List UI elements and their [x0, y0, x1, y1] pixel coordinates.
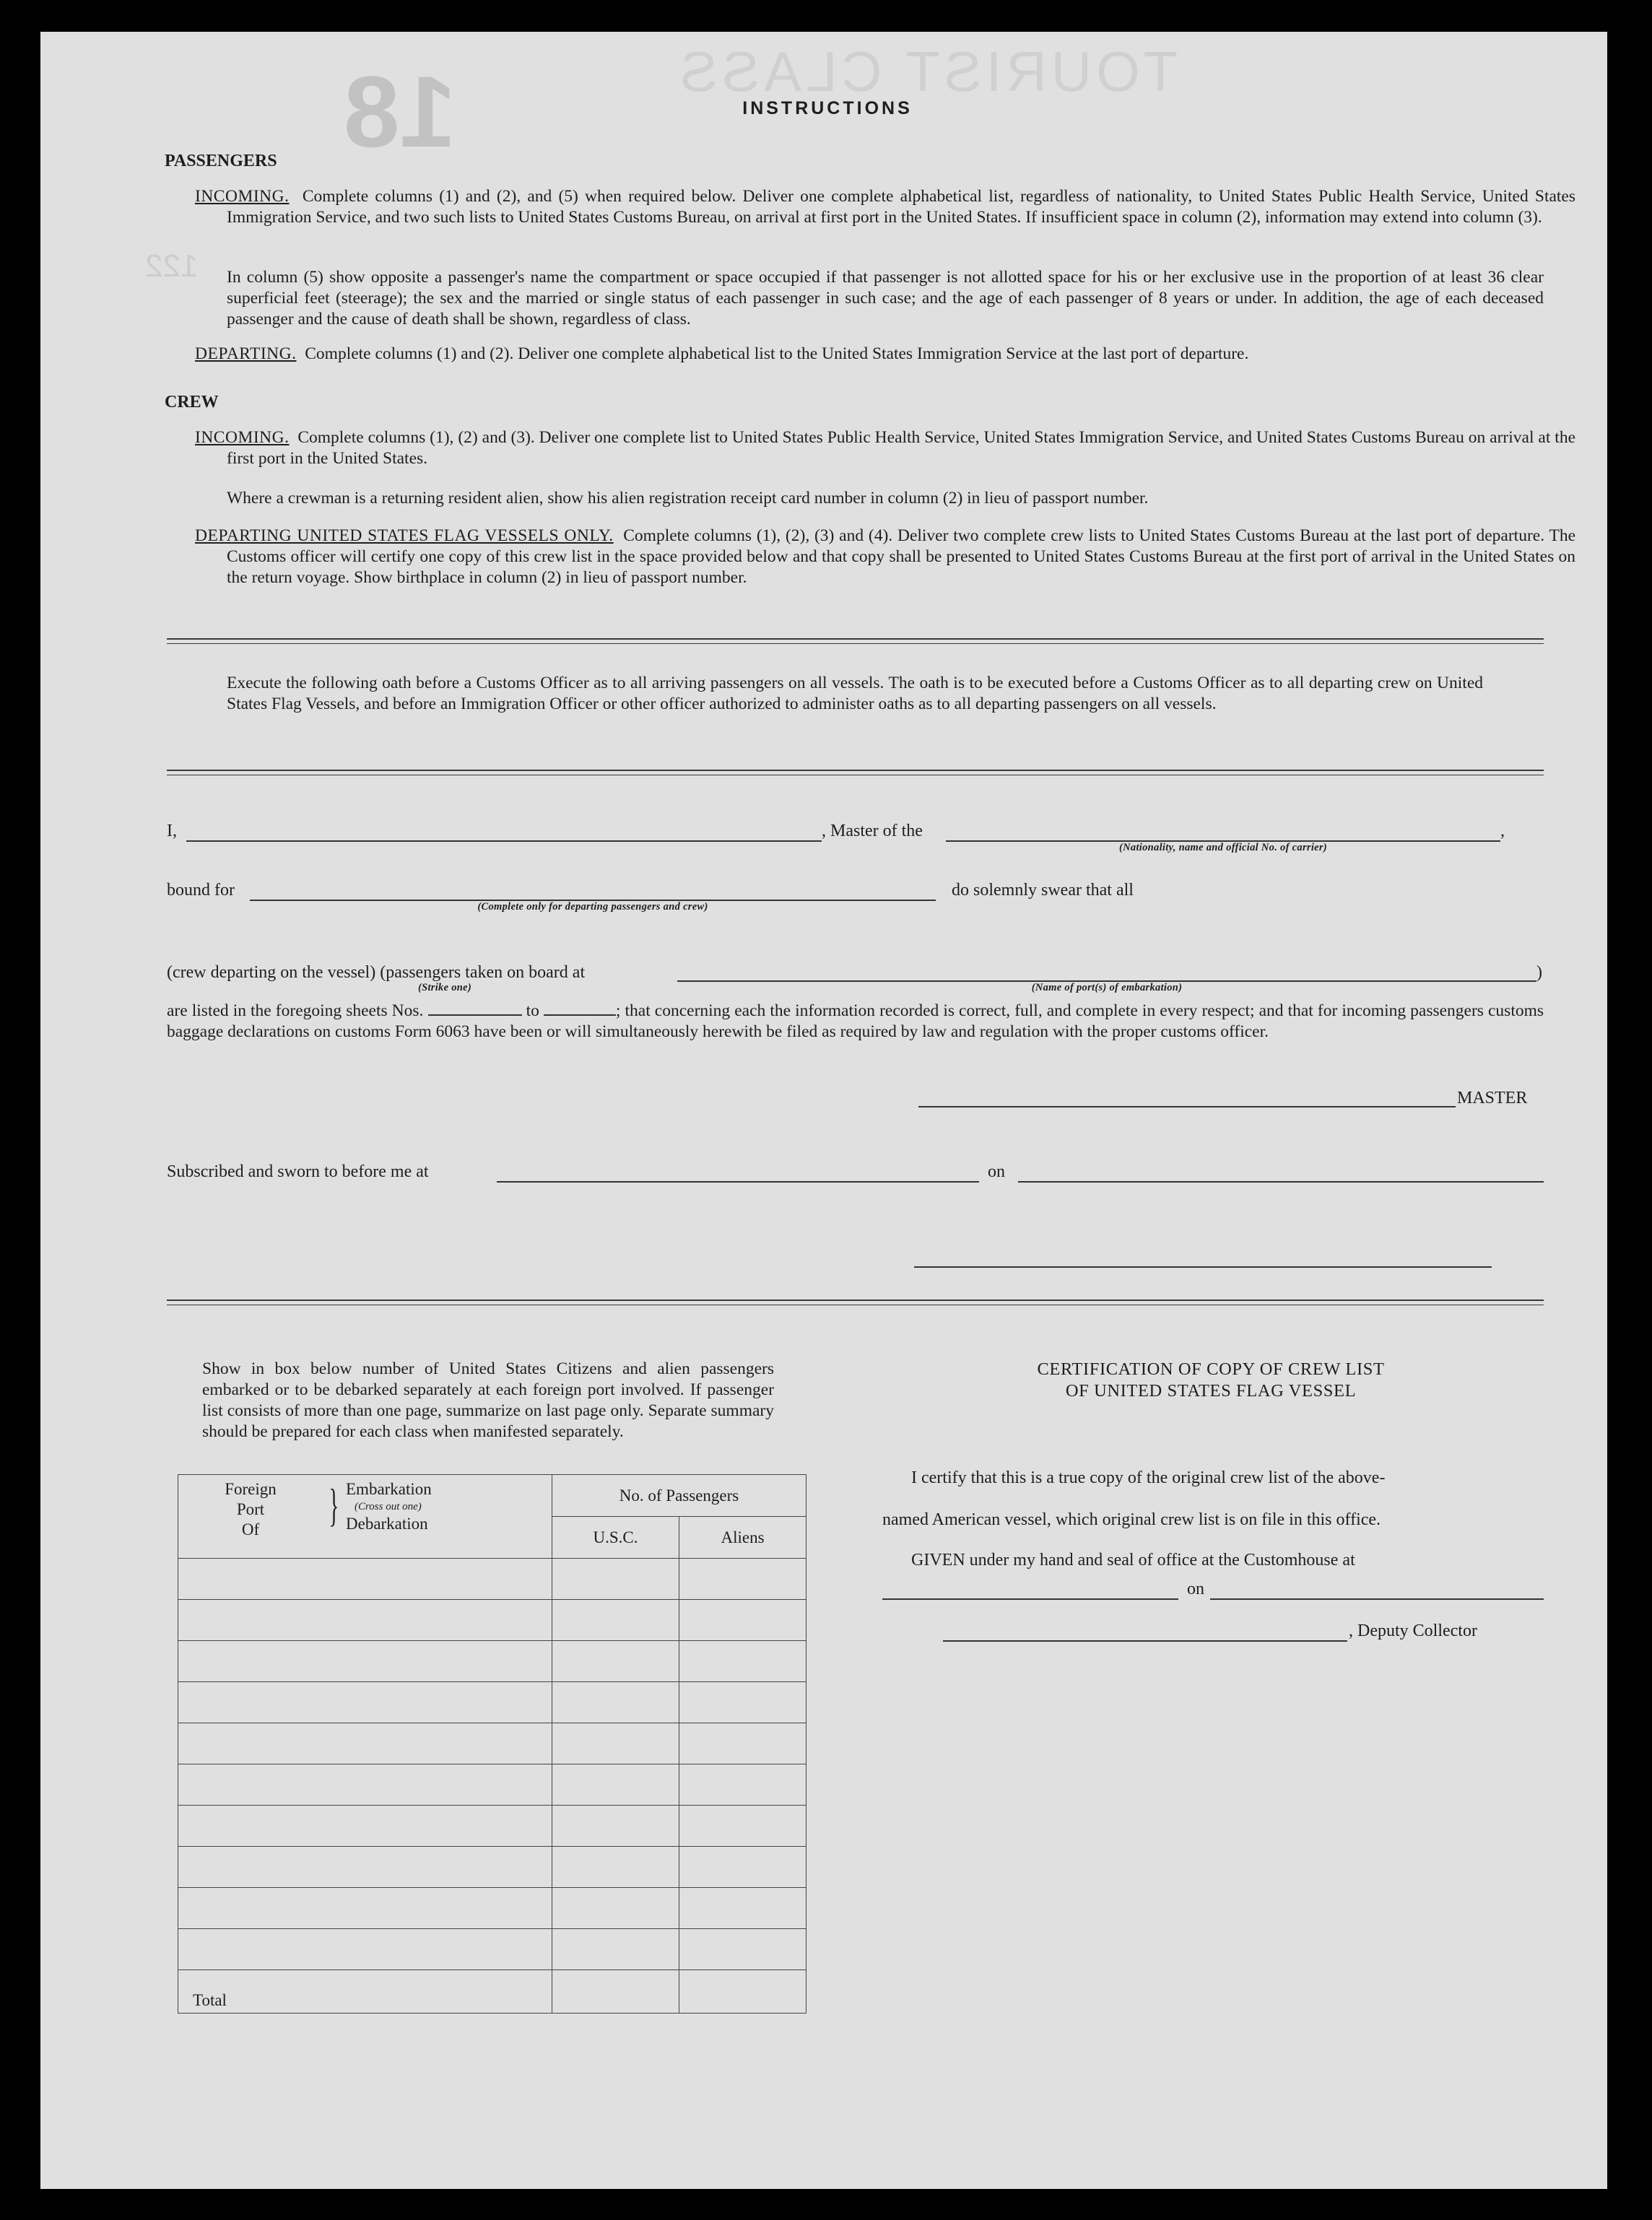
passengers-heading: PASSENGERS [165, 152, 277, 170]
show-through-tourist-class: TOURIST CLASS [676, 40, 1178, 103]
aliens-cell[interactable] [679, 1929, 807, 1970]
certification-title [878, 1359, 1544, 1402]
col-port-line2: Port [236, 1500, 265, 1518]
oath-i-label: I, [167, 822, 177, 840]
to-label: to [526, 1001, 539, 1020]
brace-glyph: } [329, 1479, 339, 1531]
crew-departing-paragraph [195, 526, 1575, 588]
section-divider [167, 638, 1544, 644]
port-cell[interactable] [178, 1806, 552, 1847]
port-cell[interactable] [178, 1682, 552, 1723]
deputy-label: , Deputy Collector [1349, 1622, 1477, 1640]
certify-line1: I certify that this is a true copy of the original crew list of the above- [911, 1468, 1386, 1487]
strike-text: (crew departing on the vessel) (passengers taken on board at [167, 963, 586, 982]
usc-cell[interactable] [552, 1641, 679, 1682]
crew-incoming-paragraph [195, 427, 1575, 469]
listed-prefix: are listed in the foregoing sheets Nos. [167, 1001, 424, 1020]
oath-intro-paragraph: Execute the following oath before a Customs Officer as to all arriving passengers on all vessels. The oath is to be executed before a Customs Officer as to all departing crew on United States Flag Vessels, and before an Immigration Officer or other officer authorized to administer oaths as to all departing passengers on all vessels. [227, 674, 1483, 713]
master-of-label: , Master of the [822, 822, 923, 840]
port-cell[interactable] [178, 1929, 552, 1970]
aliens-header-cell: Aliens [679, 1517, 807, 1559]
port-cell[interactable] [178, 1723, 552, 1764]
customhouse-field[interactable] [882, 1598, 1178, 1600]
passengers-departing-paragraph [195, 344, 1575, 365]
carrier-trailing-comma: , [1500, 822, 1505, 840]
crew-heading: CREW [165, 393, 219, 412]
master-name-field[interactable] [186, 840, 822, 842]
form-page [40, 32, 1607, 2189]
usc-cell[interactable] [552, 1600, 679, 1641]
col-port-line3: Of [241, 1520, 260, 1538]
usc-total-cell[interactable] [552, 1970, 679, 2014]
usc-cell[interactable] [552, 1559, 679, 1600]
usc-cell[interactable] [552, 1806, 679, 1847]
carrier-caption: (Nationality, name and official No. of carrier) [1119, 842, 1327, 853]
aliens-cell[interactable] [679, 1764, 807, 1806]
sworn-on-label: on [988, 1162, 1005, 1181]
usc-cell[interactable] [552, 1723, 679, 1764]
passengers-header-cell: No. of Passengers [552, 1475, 807, 1517]
passengers-departing-label: DEPARTING. [195, 344, 297, 363]
officer-signature-field[interactable] [914, 1266, 1492, 1268]
sworn-date-field[interactable] [1018, 1181, 1544, 1183]
passengers-column5-paragraph: In column (5) show opposite a passenger's name the compartment or space occupied if that passenger is not allotted space for his or her exclusive use in the proportion of at least 36 clear superficial feet (steerage); the sex and the married or single status of each passenger in such case; and the age of each passenger of 8 years or under. In addition, the age of each deceased passenger and the cause of death shall be shown, regardless of class. [227, 268, 1544, 328]
passengers-incoming-label: INCOMING. [195, 187, 290, 206]
sworn-place-field[interactable] [497, 1181, 979, 1183]
certification-date-field[interactable] [1210, 1598, 1544, 1600]
aliens-cell[interactable] [679, 1847, 807, 1888]
col-embark: Embarkation [346, 1480, 432, 1498]
summary-instruction: Show in box below number of United States Citizens and alien passengers embarked or to be debarked separately at each foreign port involved. If passenger list consists of more than one page, summarize on last page only. Separate summary should be prepared for each class when manifested separately. [202, 1359, 774, 1441]
deputy-signature-field[interactable] [943, 1640, 1347, 1642]
aliens-cell[interactable] [679, 1600, 807, 1641]
crew-incoming-label: INCOMING. [195, 428, 290, 447]
port-cell[interactable] [178, 1764, 552, 1806]
subscribed-label: Subscribed and sworn to before me at [167, 1162, 429, 1181]
strike-caption: (Strike one) [417, 982, 472, 993]
crew-departing-label: DEPARTING UNITED STATES FLAG VESSELS ONLY. [195, 526, 614, 545]
usc-cell[interactable] [552, 1929, 679, 1970]
given-line: GIVEN under my hand and seal of office at the Customhouse at [911, 1551, 1355, 1570]
usc-cell[interactable] [552, 1847, 679, 1888]
port-header-cell [178, 1475, 552, 1559]
crew-departing-text: Complete columns (1), (2), (3) and (4). Deliver two complete crew lists to United States Customs Bureau at the last port of departure. The Customs officer will certify one copy of this crew list in the space provided below and that copy shall be presented to United States Customs Bureau at the first port of arrival in the United States on the return voyage. Show birthplace in column (2) in lieu of passport number. [227, 526, 1575, 587]
port-cell[interactable] [178, 1641, 552, 1682]
listed-text: ; that concerning each the information recorded is correct, full, and complete in every respect; and that for incoming passengers customs baggage declarations on customs Form 6063 have been or will simultaneously herewith be filed as required by law and regulation with the proper customs officer. [167, 1001, 1544, 1041]
master-signature-field[interactable] [918, 1106, 1456, 1107]
usc-cell[interactable] [552, 1888, 679, 1929]
certification-title-line1: CERTIFICATION OF COPY OF CREW LIST [1037, 1359, 1385, 1379]
usc-cell[interactable] [552, 1764, 679, 1806]
certify-line2: named American vessel, which original crew list is on file in this office. [882, 1510, 1381, 1529]
passengers-incoming-text: Complete columns (1) and (2), and (5) when required below. Deliver one complete alphabetical list, regardless of nationality, to United States Public Health Service, United States Immigration Service, and two such lists to United States Customs Bureau, on arrival at first port in the United States. If insufficient space in column (2), information may extend into column (3). [227, 187, 1576, 227]
listed-paragraph [167, 1001, 1544, 1042]
usc-cell[interactable] [552, 1682, 679, 1723]
master-label: MASTER [1457, 1089, 1528, 1107]
passenger-summary-table [178, 1474, 807, 2014]
aliens-cell[interactable] [679, 1682, 807, 1723]
ports-caption: (Name of port(s) of embarkation) [1031, 982, 1183, 993]
show-through-stamp-number: 18 [344, 55, 456, 168]
aliens-cell[interactable] [679, 1723, 807, 1764]
aliens-cell[interactable] [679, 1888, 807, 1929]
passengers-departing-text: Complete columns (1) and (2). Deliver one complete alphabetical list to the United States Immigration Service at the last port of departure. [305, 344, 1249, 363]
port-cell[interactable] [178, 1847, 552, 1888]
col-crossout: (Cross out one) [355, 1501, 422, 1512]
aliens-cell[interactable] [679, 1806, 807, 1847]
col-port-line1: Foreign [225, 1480, 277, 1498]
crew-incoming-text: Complete columns (1), (2) and (3). Deliver one complete list to United States Public Health Service, United States Immigration Service, and United States Customs Bureau on arrival at the first port in the United States. [227, 428, 1575, 468]
total-label-cell: Total [178, 1970, 552, 2014]
aliens-cell[interactable] [679, 1641, 807, 1682]
bound-for-caption: (Complete only for departing passengers and crew) [477, 901, 708, 913]
section-divider [167, 770, 1544, 775]
section-divider [167, 1300, 1544, 1305]
usc-header-cell: U.S.C. [552, 1517, 679, 1559]
certification-title-line2: OF UNITED STATES FLAG VESSEL [1065, 1381, 1357, 1401]
sheet-from-field[interactable] [428, 1004, 522, 1016]
col-debark: Debarkation [346, 1515, 428, 1533]
show-through-side-number: 122 [145, 248, 199, 284]
bound-for-label: bound for [167, 881, 235, 900]
close-paren: ) [1536, 963, 1542, 982]
certification-on-label: on [1187, 1580, 1204, 1598]
aliens-total-cell[interactable] [679, 1970, 807, 2014]
port-cell[interactable] [178, 1600, 552, 1641]
instructions-title: INSTRUCTIONS [742, 98, 913, 118]
crew-resident-paragraph: Where a crewman is a returning resident alien, show his alien registration receipt card number in column (2) in lieu of passport number. [227, 489, 1149, 508]
port-cell[interactable] [178, 1888, 552, 1929]
sheet-to-field[interactable] [544, 1004, 616, 1016]
swear-label: do solemnly swear that all [952, 881, 1134, 900]
passengers-incoming-paragraph [195, 186, 1575, 228]
aliens-cell[interactable] [679, 1559, 807, 1600]
port-cell[interactable] [178, 1559, 552, 1600]
